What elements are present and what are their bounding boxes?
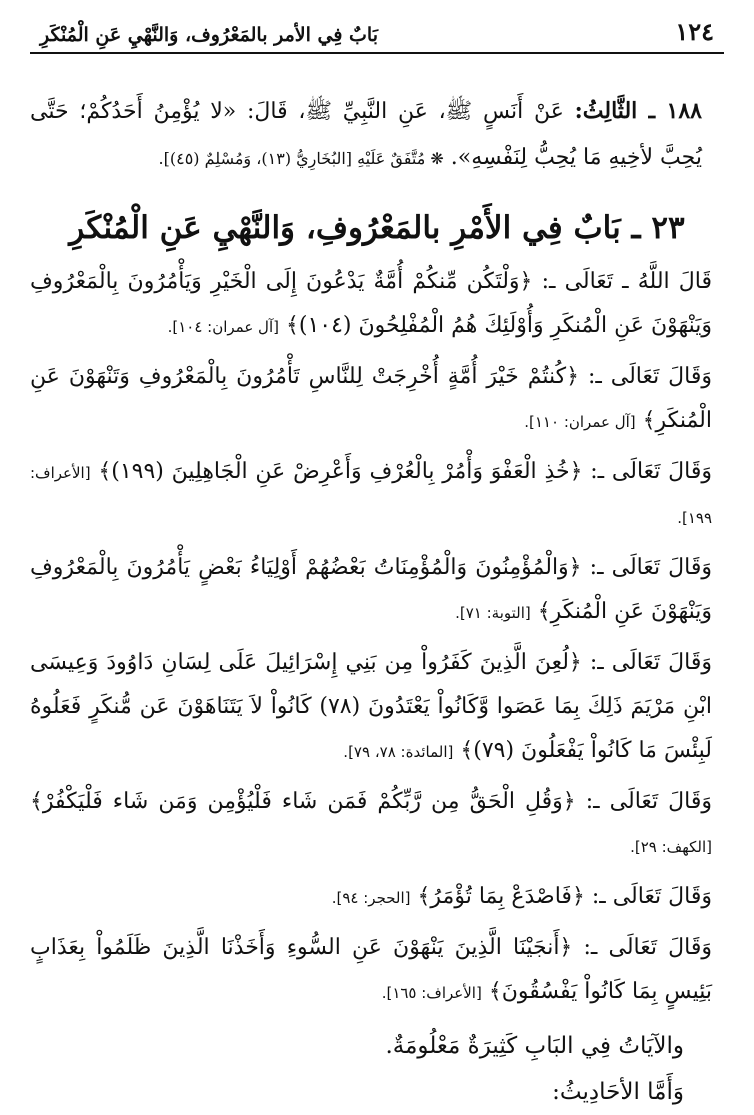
verse-reference: [الكهف: ٢٩].	[630, 838, 712, 856]
verse-text: ﴿وَلْتَكُن مِّنكُمْ أُمَّةٌ يَدْعُونَ إِلَى الْخَيْرِ وَيَأْمُرُونَ بِالْمَعْرُوفِ وَيَنْهَوْنَ عَنِ الْمُنكَرِ وَأُوْلَئِكَ هُمُ الْمُفْلِحُونَ (١٠٤)﴾	[30, 269, 712, 338]
book-page	[30, 12, 724, 1115]
hadith-text: عَنْ أَنَسٍ ﷺ، عَنِ النَّبِيِّ ﷺ، قَالَ: «لا يُؤْمِنُ أَحَدُكُمْ؛ حَتَّى يُحِبَّ لأخِيهِ مَا يُحِبُّ لِنَفْسِهِ».	[30, 99, 702, 170]
hadith-reference: ❋ مُتَّفَقٌ عَلَيْهِ [البُخَارِيُّ (١٣)، وَمُسْلِمٌ (٤٥)].	[158, 149, 444, 168]
verse-intro: وَقَالَ تَعَالَى ـ:	[589, 650, 713, 675]
verse-block	[30, 546, 724, 635]
hadith-number: ١٨٨ ـ الثَّالِثُ:	[574, 98, 702, 124]
closing-line: والآيَاتُ فِي البَابِ كَثِيرَةٌ مَعْلُومَةٌ.	[385, 1033, 684, 1059]
verse-intro: وَقَالَ تَعَالَى ـ:	[590, 459, 712, 484]
verse-intro: وَقَالَ تَعَالَى ـ:	[585, 789, 713, 814]
closing-note	[30, 1023, 724, 1115]
page-number: ١٢٤	[675, 17, 714, 46]
verse-intro: وَقَالَ تَعَالَى ـ:	[583, 935, 712, 960]
closing-line: وَأَمَّا الأحَادِيثُ:	[552, 1079, 684, 1105]
verse-reference: [الحجر: ٩٤].	[331, 889, 411, 907]
verse-block	[30, 260, 724, 349]
verse-reference: [آل عمران: ١١٠].	[524, 413, 636, 431]
hadith-188	[30, 88, 724, 182]
verse-reference: [الأعراف: ١٩٩].	[30, 464, 712, 527]
verse-block	[30, 926, 724, 1015]
verse-reference: [التوبة: ٧١].	[455, 604, 531, 622]
verse-text: ﴿وَالْمُؤْمِنُونَ وَالْمُؤْمِنَاتُ بَعْضُهُمْ أَوْلِيَاءُ بَعْضٍ يَأْمُرُونَ بِالْمَعْرُوفِ وَيَنْهَوْنَ عَنِ الْمُنكَرِ﴾	[30, 555, 712, 624]
verse-text: ﴿وَقُلِ الْحَقُّ مِن رَّبِّكُمْ فَمَن شَاء فَلْيُؤْمِن وَمَن شَاء فَلْيَكْفُرْ﴾	[30, 789, 576, 814]
page-header	[30, 12, 724, 54]
verse-intro: وَقَالَ تَعَالَى ـ:	[587, 364, 712, 389]
verse-block	[30, 875, 724, 920]
running-title: بَابٌ فِي الأمر بالمَعْرُوف، وَالنَّهْيِ عَنِ الْمُنْكَرِ	[40, 24, 378, 46]
verse-intro: قَالَ اللَّهُ ـ تَعَالَى ـ:	[541, 269, 712, 294]
chapter-title: ٢٣ ـ بَابٌ فِي الأَمْرِ بالمَعْرُوفِ، وَالنَّهْيِ عَنِ الْمُنْكَرِ	[69, 210, 685, 246]
verse-block	[30, 450, 724, 540]
verse-text: ﴿كُنتُمْ خَيْرَ أُمَّةٍ أُخْرِجَتْ لِلنَّاسِ تَأْمُرُونَ بِالْمَعْرُوفِ وَتَنْهَوْنَ عَنِ الْمُنكَرِ﴾	[30, 364, 712, 433]
verse-block	[30, 780, 724, 869]
verse-intro: وَقَالَ تَعَالَى ـ:	[591, 884, 712, 909]
verse-reference: [آل عمران: ١٠٤].	[167, 318, 279, 336]
verse-reference: [الأعراف: ١٦٥].	[381, 984, 482, 1002]
verse-text: ﴿لُعِنَ الَّذِينَ كَفَرُواْ مِن بَنِي إِسْرَائِيلَ عَلَى لِسَانِ دَاوُودَ وَعِيسَى ابْنِ مَرْيَمَ ذَلِكَ بِمَا عَصَوا وَّكَانُواْ يَعْتَدُونَ (٧٨) كَانُواْ لاَ يَتَنَاهَوْنَ عَن مُّنكَرٍ فَعَلُوهُ لَبِئْسَ مَا كَانُواْ يَفْعَلُونَ (٧٩)﴾	[30, 650, 713, 763]
verse-text: ﴿فَاصْدَعْ بِمَا تُؤْمَرُ﴾	[417, 884, 585, 909]
verse-reference: [المائدة: ٧٨، ٧٩].	[343, 743, 454, 761]
verse-block	[30, 355, 724, 444]
verse-text: ﴿أَنجَيْنَا الَّذِينَ يَنْهَوْنَ عَنِ السُّوءِ وَأَخَذْنَا الَّذِينَ ظَلَمُواْ بِعَذَابٍ بَئِيسٍ بِمَا كَانُواْ يَفْسُقُونَ﴾	[30, 935, 712, 1004]
verse-intro: وَقَالَ تَعَالَى ـ:	[589, 555, 712, 580]
verse-block	[30, 641, 724, 774]
verse-text: ﴿خُذِ الْعَفْوَ وَأْمُرْ بِالْعُرْفِ وَأَعْرِضْ عَنِ الْجَاهِلِينَ (١٩٩)﴾	[98, 459, 583, 484]
